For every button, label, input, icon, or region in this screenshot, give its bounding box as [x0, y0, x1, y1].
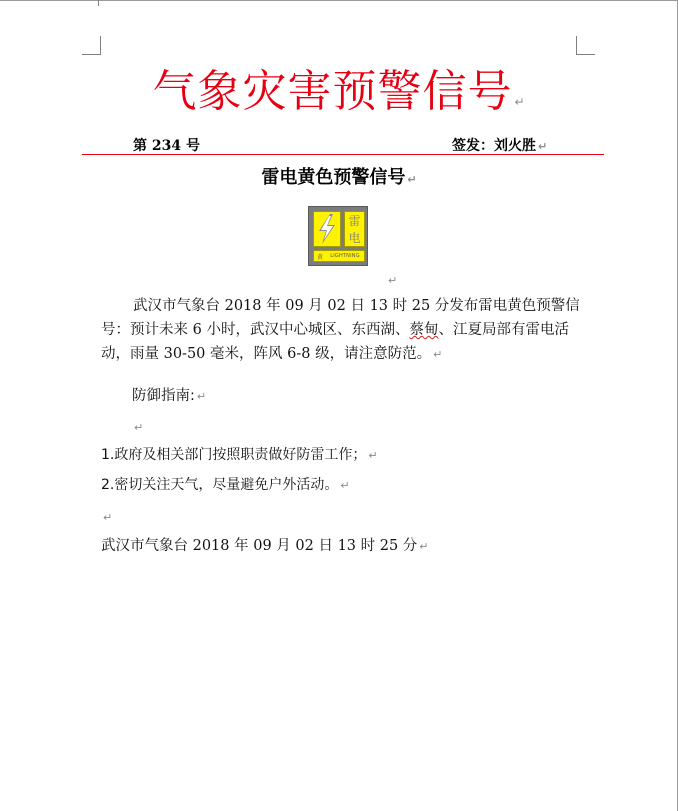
spellcheck-flagged-word: 蔡甸: [409, 322, 439, 338]
page-top-border: [0, 0, 678, 1]
empty-paragraph: [132, 416, 143, 435]
warning-paragraph-text-2: 、江夏局部有雷电活动，雨量 30-50 毫米，阵风 6-8 级，请注意防范。: [101, 322, 569, 362]
header-title-text: 气象灾害预警信号: [152, 66, 513, 117]
paragraph-mark-icon: ↵: [340, 479, 350, 492]
margin-corner-top-left: [82, 36, 101, 55]
header-title: [0, 62, 678, 132]
guide-item: [101, 474, 350, 494]
guide-item-text: 2.密切关注天气，尽量避免户外活动。: [101, 477, 339, 493]
document-title: [0, 163, 678, 189]
warning-english-label: LIGHTNING: [330, 253, 360, 259]
signer: [452, 135, 547, 155]
warning-bolt-panel: [313, 211, 341, 247]
paragraph-mark-icon: ↵: [134, 421, 144, 434]
issue-footer-text: 武汉市气象台 2018 年 09 月 02 日 13 时 25 分: [101, 538, 418, 554]
warning-char-1: 雷: [348, 213, 361, 228]
issue-number-text: 第 234 号: [133, 138, 200, 154]
issue-footer: [101, 534, 429, 555]
warning-char-2: 电: [348, 230, 361, 245]
document-title-text: 雷电黄色预警信号: [261, 167, 406, 188]
lightning-warning-icon: [308, 206, 368, 266]
margin-tick: [98, 0, 99, 6]
empty-paragraph: [101, 506, 112, 525]
guide-heading-text: 防御指南:: [132, 388, 195, 404]
paragraph-mark-icon: ↵: [103, 511, 113, 524]
warning-label-panel: [344, 211, 365, 247]
guide-heading: [132, 384, 206, 405]
issue-number: [133, 135, 200, 155]
warning-bottom-strip: [313, 250, 365, 262]
paragraph-mark-icon: ↵: [514, 95, 526, 109]
warning-paragraph-text-1: 武汉市气象台 2018 年 09 月 02 日 13 时 25 分发布雷电黄色预警信号：预计未来 6 小时，武汉中心城区、东西湖、: [101, 298, 580, 338]
paragraph-mark-icon: ↵: [433, 348, 443, 361]
guide-item: [101, 444, 378, 464]
paragraph-mark-icon: ↵: [407, 173, 417, 186]
paragraph-mark-icon: ↵: [368, 449, 378, 462]
lightning-bolt-icon: [314, 212, 340, 246]
paragraph-mark-icon: ↵: [538, 140, 548, 153]
warning-level-char: 黄: [316, 253, 323, 261]
warning-paragraph: [101, 294, 581, 367]
margin-corner-top-right: [576, 36, 595, 55]
paragraph-mark-icon: ↵: [419, 540, 429, 553]
paragraph-mark-icon: ↵: [388, 274, 398, 287]
paragraph-mark-icon: ↵: [196, 390, 207, 403]
signer-text: 签发：刘火胜: [452, 138, 536, 154]
guide-item-text: 1.政府及相关部门按照职责做好防雷工作；: [101, 447, 367, 463]
header-red-rule: [82, 154, 604, 155]
